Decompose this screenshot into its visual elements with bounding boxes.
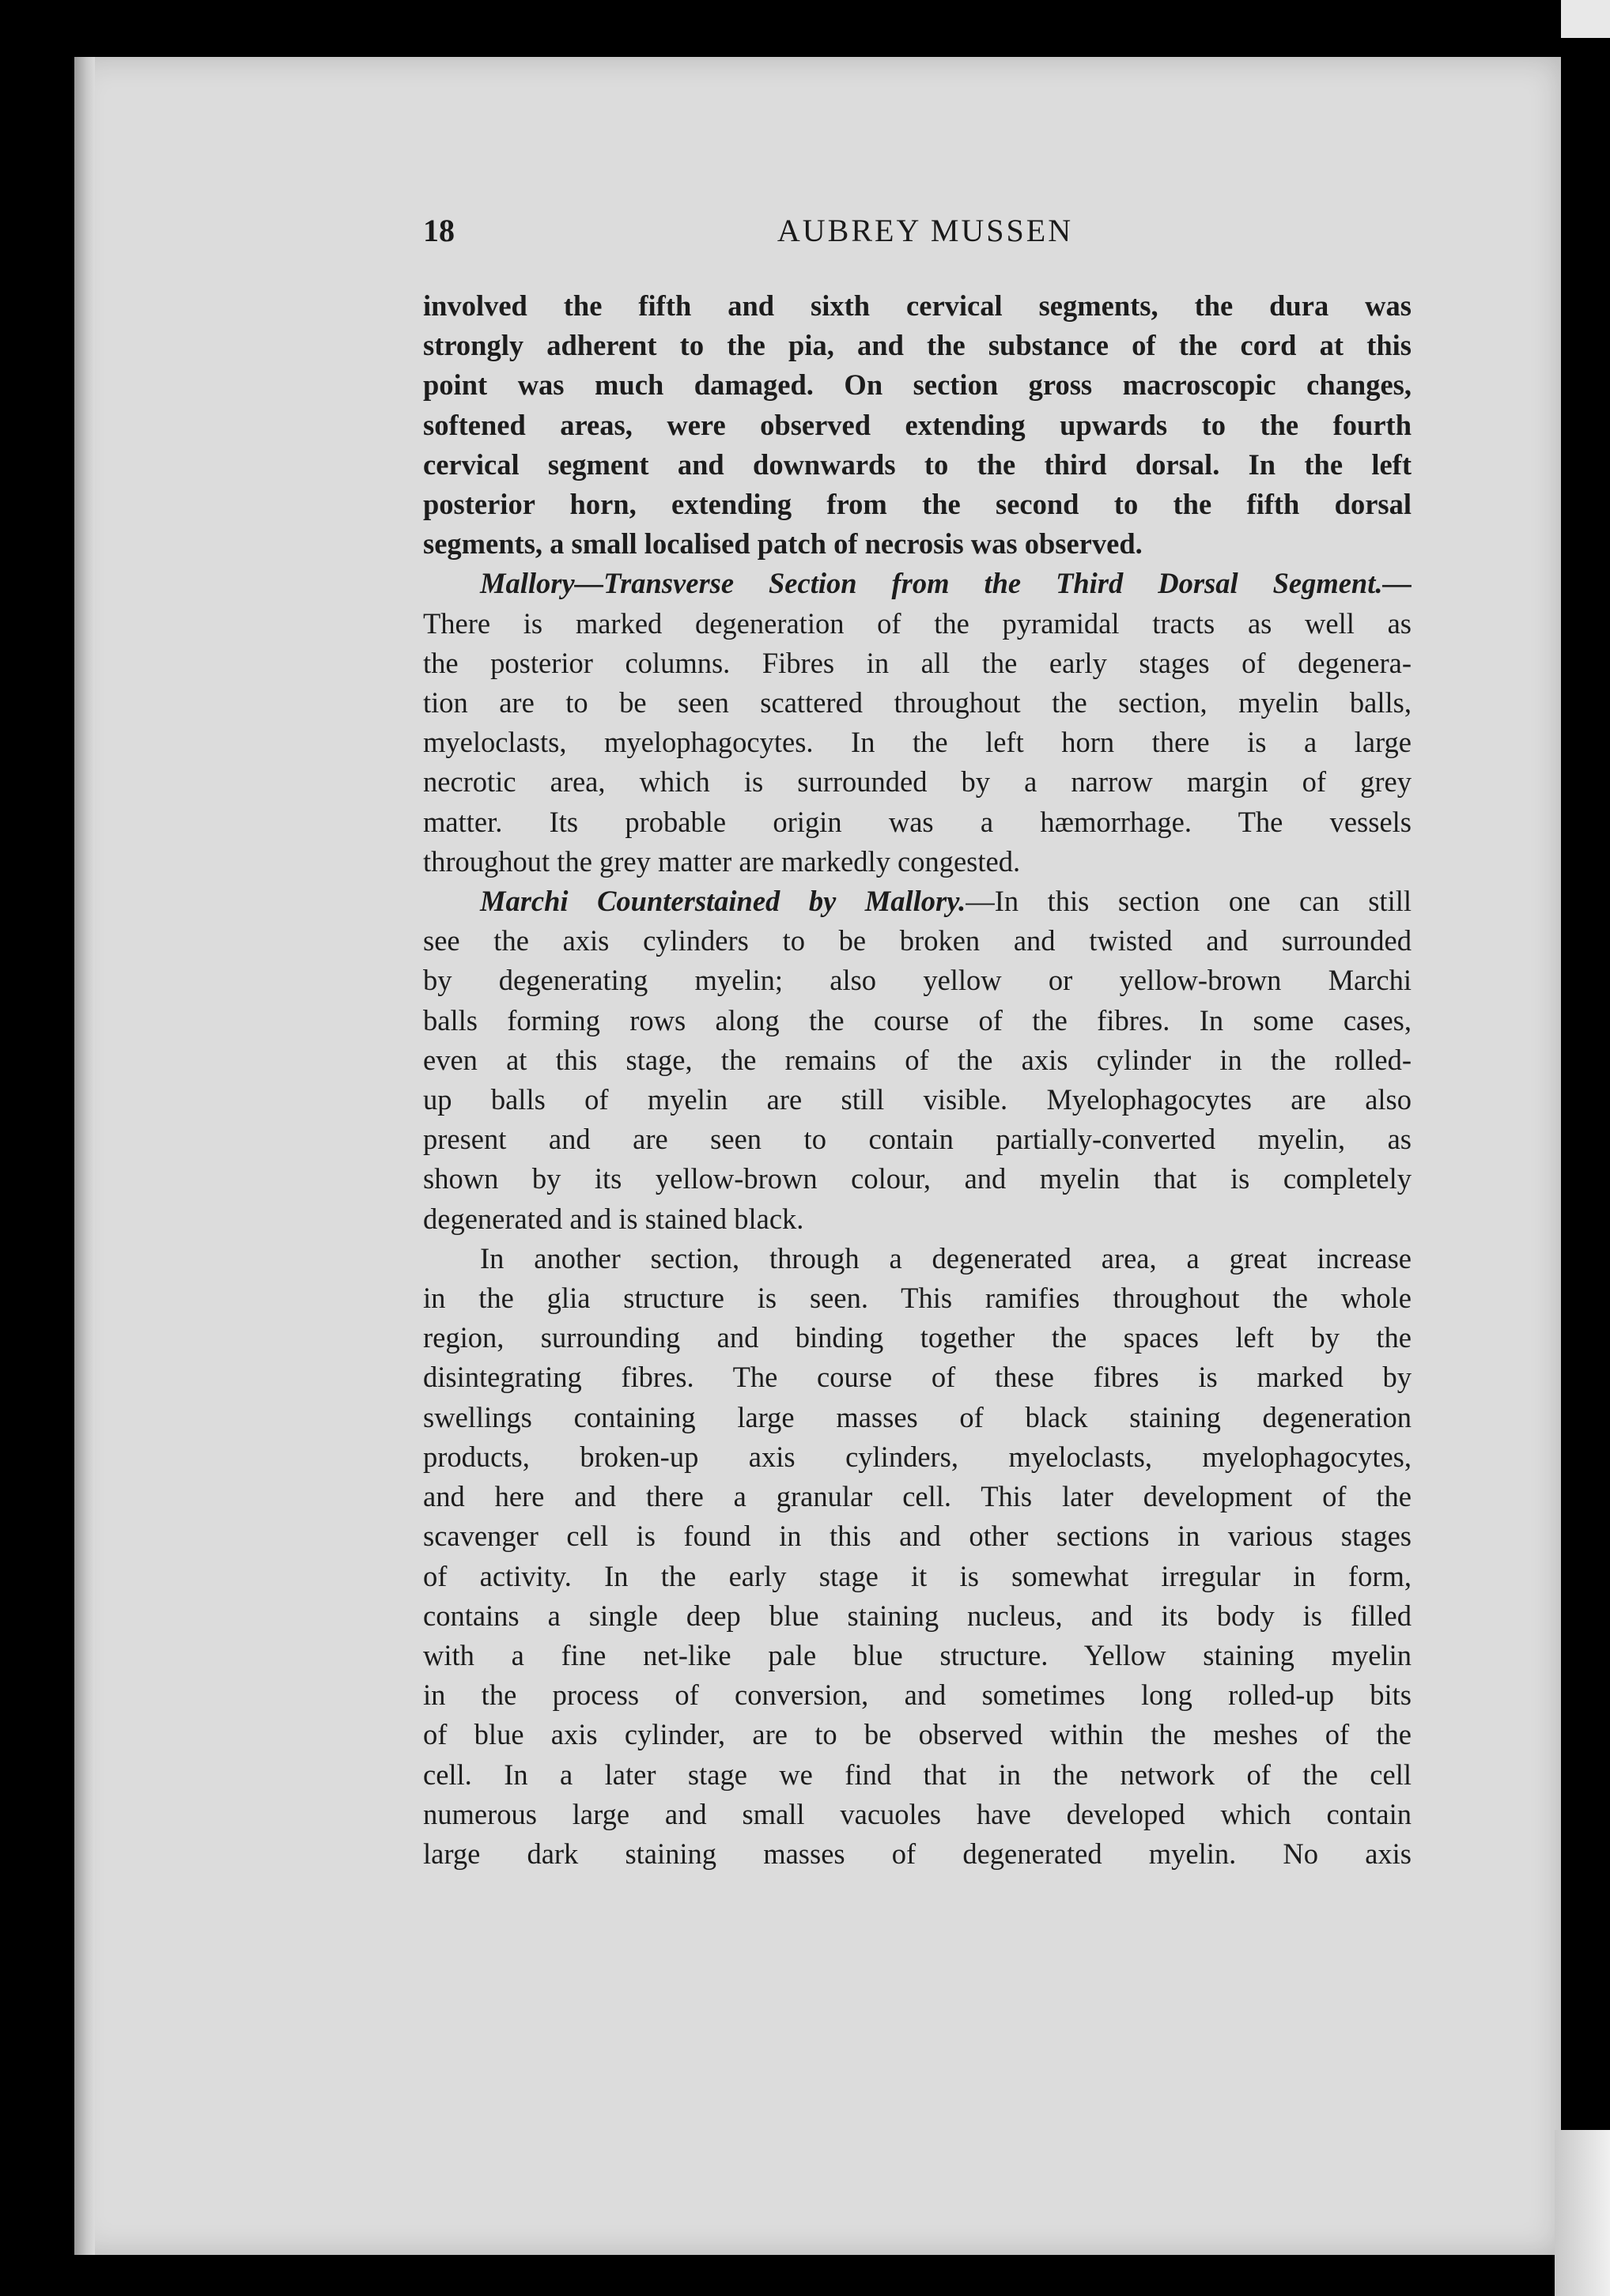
- scan-edge-mark: [1555, 2130, 1610, 2296]
- page-body: [423, 286, 1412, 1874]
- text-line: There is marked degeneration of the pyramidal tracts as well as: [423, 606, 1412, 640]
- text-line: myeloclasts, myelophagocytes. In the left horn there is a large: [423, 726, 1412, 759]
- text-line: In another section, through a degenerated area, a great increase: [480, 1241, 1412, 1275]
- text-line: point was much damaged. On section gross macroscopic changes,: [423, 368, 1412, 402]
- text-line: see the axis cylinders to be broken and twisted and surrounded: [423, 924, 1412, 957]
- text-line: softened areas, were observed extending upwards to the fourth: [423, 408, 1412, 441]
- text-line: in the process of conversion, and sometimes long rolled-up bits: [423, 1679, 1412, 1712]
- text-line: numerous large and small vacuoles have developed which contain: [423, 1797, 1412, 1830]
- running-title: AUBREY MUSSEN: [777, 213, 1074, 248]
- text-line: up balls of myelin are still visible. Myelophagocytes are also: [423, 1083, 1412, 1116]
- text-line: of activity. In the early stage it is somewhat irregular in form,: [423, 1559, 1412, 1592]
- text-line: balls forming rows along the course of the fibres. In some cases,: [423, 1003, 1412, 1037]
- text-line: throughout the grey matter are markedly congested.: [423, 844, 1021, 878]
- page-number: 18: [423, 213, 455, 248]
- text-line: degenerated and is stained black.: [423, 1202, 804, 1235]
- text-line: products, broken-up axis cylinders, myeloclasts, myelophagocytes,: [423, 1440, 1412, 1473]
- text-line: even at this stage, the remains of the axis cylinder in the rolled-: [423, 1043, 1412, 1076]
- paragraph-4: [423, 1239, 1412, 1874]
- text-line: tion are to be seen scattered throughout the section, myelin balls,: [423, 686, 1412, 719]
- page-header: [423, 212, 1427, 259]
- text-line: cell. In a later stage we find that in the network of the cell: [423, 1758, 1412, 1791]
- text-line: by degenerating myelin; also yellow or yellow-brown Marchi: [423, 964, 1412, 997]
- text-line: scavenger cell is found in this and other sections in various stages: [423, 1520, 1412, 1553]
- text-line: segments, a small localised patch of necrosis was observed.: [423, 527, 1143, 561]
- section-heading-marchi: Marchi Counterstained by Mallory.: [480, 885, 966, 918]
- text-line: matter. Its probable origin was a hæmorrhage. The vessels: [423, 805, 1412, 838]
- text-line: necrotic area, which is surrounded by a narrow margin of grey: [423, 765, 1412, 799]
- paragraph-1: [423, 286, 1412, 564]
- text-line: swellings containing large masses of black staining degeneration: [423, 1400, 1412, 1433]
- text-line: region, surrounding and binding together the spaces left by the: [423, 1321, 1412, 1354]
- scan-corner-mark: [1561, 0, 1610, 38]
- text-line: present and are seen to contain partially-converted myelin, as: [423, 1123, 1412, 1156]
- text-line: and here and there a granular cell. This later development of the: [423, 1480, 1412, 1513]
- text-line: contains a single deep blue staining nucleus, and its body is filled: [423, 1599, 1412, 1632]
- text-line: large dark staining masses of degenerated myelin. No axis: [423, 1837, 1412, 1870]
- heading-line-rest: —In this section one can still: [966, 885, 1412, 918]
- text-line: with a fine net-like pale blue structure. Yellow staining myelin: [423, 1638, 1412, 1671]
- text-line: in the glia structure is seen. This ramifies throughout the whole: [423, 1282, 1412, 1315]
- text-line: of blue axis cylinder, are to be observed within the meshes of the: [423, 1718, 1412, 1751]
- text-line: cervical segment and downwards to the third dorsal. In the left: [423, 447, 1412, 481]
- paragraph-3: [423, 882, 1412, 1239]
- text-line: the posterior columns. Fibres in all the early stages of degenera-: [423, 646, 1412, 679]
- text-line: involved the fifth and sixth cervical segments, the dura was: [423, 289, 1412, 322]
- paragraph-2: [423, 564, 1412, 882]
- section-heading-mallory: Mallory—Transverse Section from the Third Dorsal Segment.—: [480, 567, 1412, 600]
- text-line: [423, 882, 1412, 921]
- page-gutter-edge: [74, 57, 95, 2255]
- text-line: strongly adherent to the pia, and the substance of the cord at this: [423, 329, 1412, 362]
- text-line: shown by its yellow-brown colour, and myelin that is completely: [423, 1162, 1412, 1195]
- text-line: posterior horn, extending from the second to the fifth dorsal: [423, 488, 1412, 521]
- text-line: disintegrating fibres. The course of these fibres is marked by: [423, 1361, 1412, 1394]
